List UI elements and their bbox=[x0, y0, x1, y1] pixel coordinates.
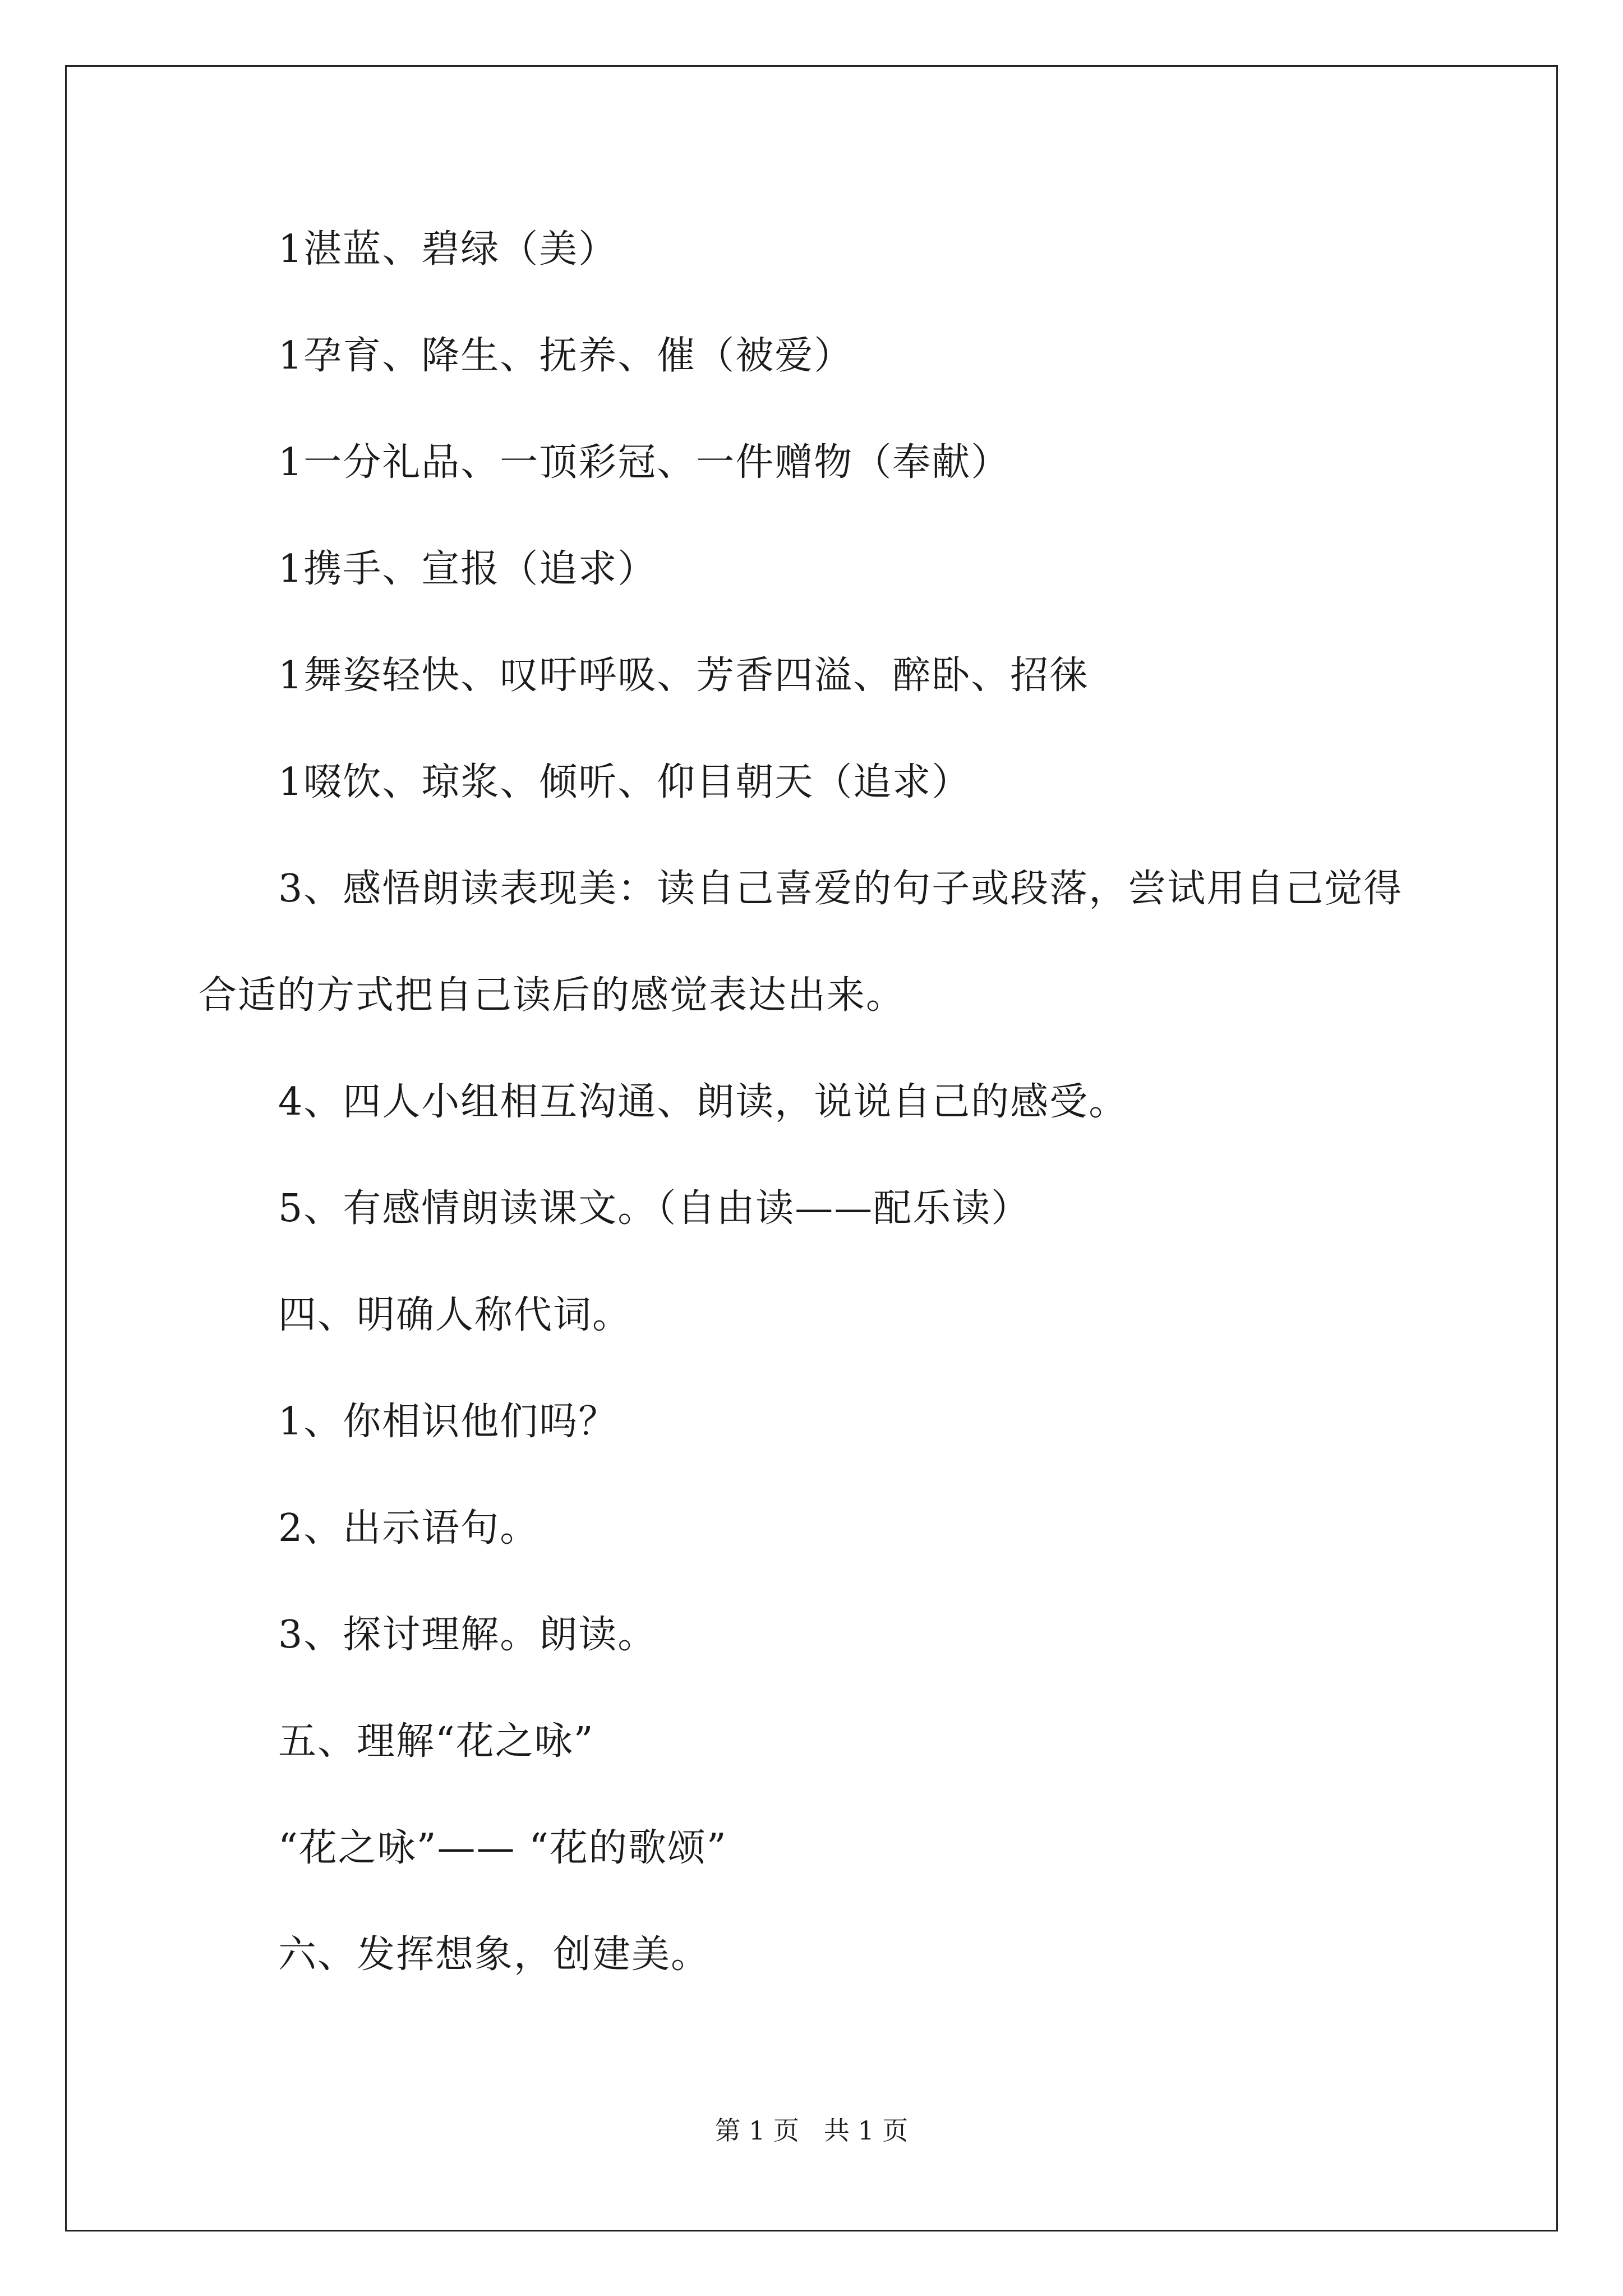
text-line: 1一分礼品、一顶彩冠、一件赠物（奉献） bbox=[278, 440, 1011, 485]
text-line: “花之咏”—— “花的歌颂” bbox=[278, 1826, 727, 1870]
page-number: 第 1 页 共 1 页 bbox=[714, 2115, 909, 2146]
text-line: 1、你相识他们吗？ bbox=[278, 1400, 618, 1444]
text-line: 1舞姿轻快、叹吁呼吸、芳香四溢、醉卧、招徕 bbox=[278, 654, 1089, 698]
text-line: 2、出示语句。 bbox=[278, 1506, 540, 1550]
text-line: 3、探讨理解。朗读。 bbox=[278, 1613, 657, 1657]
text-line: 4、四人小组相互沟通、朗读，说说自己的感受。 bbox=[278, 1080, 1128, 1124]
page-border bbox=[65, 65, 1558, 2231]
text-line: 四、明确人称代词。 bbox=[278, 1293, 632, 1337]
text-line: 1啜饮、琼浆、倾听、仰目朝天（追求） bbox=[278, 760, 971, 804]
text-line: 1携手、宣报（追求） bbox=[278, 547, 657, 591]
text-line: 合适的方式把自己读后的感觉表达出来。 bbox=[199, 973, 906, 1018]
text-line: 3、感悟朗读表现美：读自己喜爱的句子或段落，尝试用自己觉得 bbox=[278, 867, 1403, 911]
text-line: 六、发挥想象，创建美。 bbox=[278, 1932, 711, 1977]
text-line: 1湛蓝、碧绿（美） bbox=[278, 227, 618, 272]
text-line: 5、有感情朗读课文。（自由读——配乐读） bbox=[278, 1186, 1031, 1231]
text-line: 五、理解“花之咏” bbox=[278, 1719, 594, 1764]
text-line: 1孕育、降生、抚养、催（被爱） bbox=[278, 334, 854, 378]
